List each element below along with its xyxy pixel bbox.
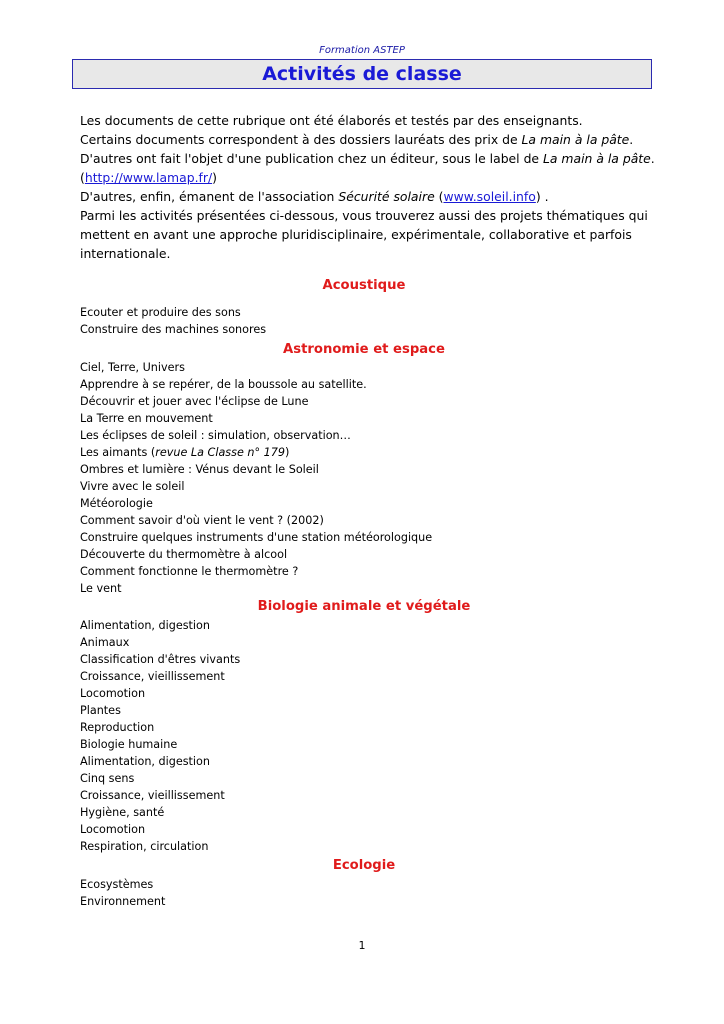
page-number: 1: [358, 939, 366, 952]
list-item[interactable]: Croissance, vieillissement: [80, 789, 225, 802]
list-item[interactable]: Cinq sens: [80, 772, 135, 785]
list-item[interactable]: Comment savoir d'où vient le vent ? (2002): [80, 514, 324, 527]
list-item[interactable]: Classification d'êtres vivants: [80, 653, 241, 666]
list-item[interactable]: Découverte du thermomètre à alcool: [80, 548, 288, 561]
running-header: Formation ASTEP: [319, 45, 405, 56]
emphasis-text: revue La Classe n° 179: [155, 446, 285, 459]
emphasis-text: La main à la pâte: [521, 132, 630, 147]
list-item[interactable]: Construire quelques instruments d'une station météorologique: [80, 531, 433, 544]
list-item[interactable]: Plantes: [80, 704, 121, 717]
section-title-acoustique: Acoustique: [322, 278, 406, 293]
list-item[interactable]: Construire des machines sonores: [80, 323, 267, 336]
intro-line: Les documents de cette rubrique ont été élaborés et testés par des enseignants.: [80, 113, 583, 128]
list-item[interactable]: La Terre en mouvement: [80, 412, 213, 425]
list-item[interactable]: Environnement: [80, 895, 166, 908]
list-item[interactable]: Alimentation, digestion: [80, 755, 210, 768]
list-item[interactable]: Le vent: [80, 582, 122, 595]
activity-sections: [80, 278, 648, 910]
section-list-biologie: [80, 617, 648, 855]
section-title-astronomie: Astronomie et espace: [283, 342, 445, 357]
list-item[interactable]: Animaux: [80, 636, 130, 649]
list-item[interactable]: Locomotion: [80, 823, 146, 836]
intro-line: Parmi les activités présentées ci-dessous, vous trouverez aussi des projets thématiques qui mettent en avant une approche pluridisciplinaire, expérimentale, collaborative et parfois internationale.: [80, 208, 648, 261]
list-item[interactable]: Locomotion: [80, 687, 146, 700]
intro-line: D'autres ont fait l'objet d'une publication chez un éditeur, sous le label de La main à la pâte. (http://www.lamap.fr/): [80, 151, 655, 185]
list-item[interactable]: Reproduction: [80, 721, 155, 734]
list-item[interactable]: Vivre avec le soleil: [80, 480, 185, 493]
list-item[interactable]: Hygiène, santé: [80, 806, 165, 819]
list-item[interactable]: Respiration, circulation: [80, 840, 209, 853]
section-list-ecologie: [80, 876, 648, 910]
list-item[interactable]: Biologie humaine: [80, 738, 178, 751]
list-item[interactable]: Croissance, vieillissement: [80, 670, 225, 683]
list-item[interactable]: Ecosystèmes: [80, 878, 154, 891]
soleil-link[interactable]: www.soleil.info: [443, 189, 536, 204]
section-title-biologie: Biologie animale et végétale: [257, 599, 471, 614]
list-item[interactable]: Les éclipses de soleil : simulation, observation…: [80, 429, 351, 442]
emphasis-text: Sécurité solaire: [338, 189, 435, 204]
lamap-link[interactable]: http://www.lamap.fr/: [84, 170, 213, 185]
list-item[interactable]: Apprendre à se repérer, de la boussole au satellite.: [80, 378, 367, 391]
list-item[interactable]: Découvrir et jouer avec l'éclipse de Lune: [80, 395, 309, 408]
list-item[interactable]: Météorologie: [80, 497, 153, 510]
list-item[interactable]: Comment fonctionne le thermomètre ?: [80, 565, 299, 578]
intro-line: D'autres, enfin, émanent de l'association Sécurité solaire (www.soleil.info) .: [80, 189, 549, 204]
page-title: Activités de classe: [262, 63, 462, 85]
page-title-box: [72, 59, 652, 89]
list-item[interactable]: Alimentation, digestion: [80, 619, 210, 632]
list-item[interactable]: Les aimants (revue La Classe n° 179): [80, 446, 290, 459]
emphasis-text: La main à la pâte: [543, 151, 651, 166]
list-item[interactable]: Ciel, Terre, Univers: [80, 361, 185, 374]
intro-line: Certains documents correspondent à des dossiers lauréats des prix de La main à la pâte.: [80, 132, 634, 147]
intro-paragraph: [80, 111, 655, 263]
list-item[interactable]: Ecouter et produire des sons: [80, 306, 241, 319]
section-list-astronomie: [80, 359, 648, 597]
section-list-acoustique: [80, 304, 648, 338]
list-item[interactable]: Ombres et lumière : Vénus devant le Soleil: [80, 463, 319, 476]
section-title-ecologie: Ecologie: [332, 858, 396, 873]
